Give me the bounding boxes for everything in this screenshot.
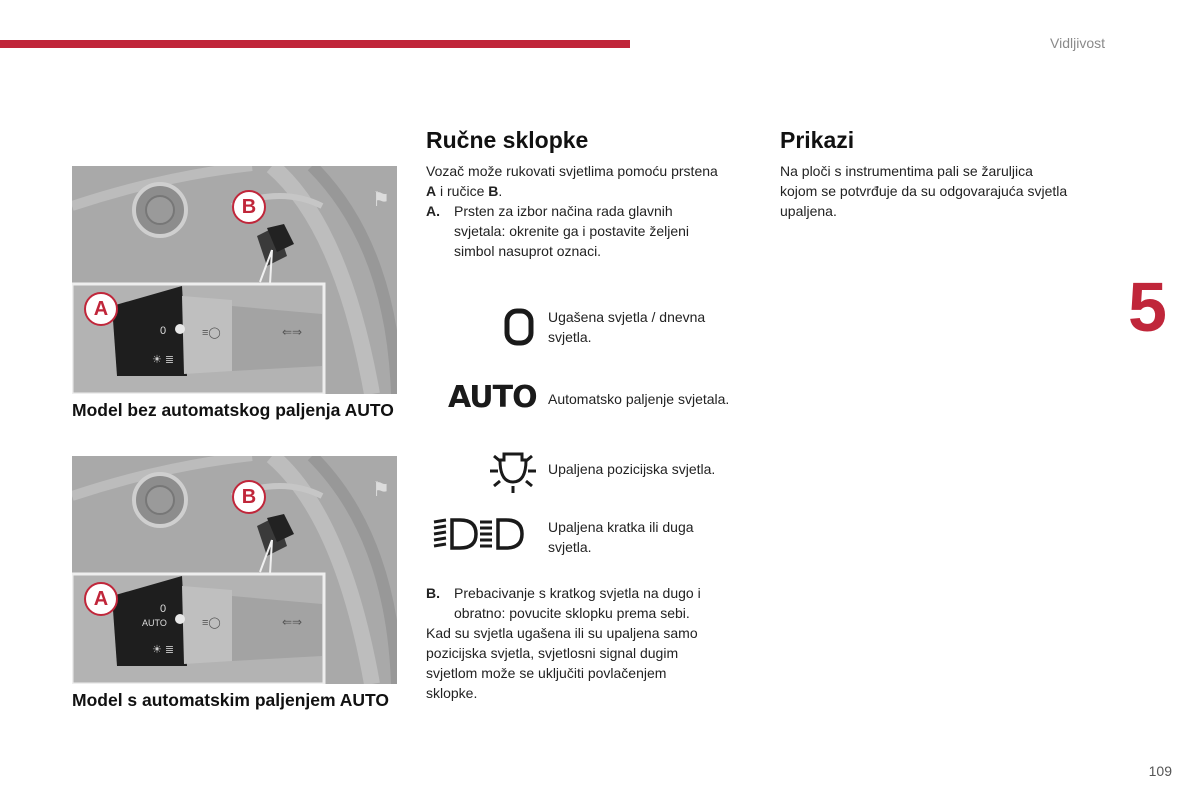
symbol-auto-line: Automatsko paljenje svjetala. [548, 391, 730, 407]
chapter-number: 5 [1128, 268, 1167, 346]
svg-text:≡◯: ≡◯ [202, 327, 221, 339]
manual-switches-title: Ručne sklopke [426, 127, 589, 153]
figure-stalk-auto [72, 456, 397, 684]
callout-a-label: A [93, 298, 109, 320]
ref-b: B [488, 183, 499, 199]
manual-intro [426, 161, 756, 201]
manual-outro-line: pozicijska svjetla, svjetlosni signal dugim [426, 645, 679, 661]
list-text-b-line: Prebacivanje s kratkog svjetla na dugo i [454, 585, 701, 601]
displays-line: kojom se potvrđuje da su odgovarajuća svjetla [780, 183, 1068, 199]
manual-outro-line: svjetlom može se uključiti povlačenjem [426, 665, 667, 681]
stalk-mark-off: 0 [160, 325, 167, 337]
section-name: Vidljivost [1050, 35, 1105, 51]
svg-text:⚑: ⚑ [372, 187, 390, 211]
svg-text:⚑: ⚑ [372, 477, 390, 501]
svg-text:⇐⇒: ⇐⇒ [282, 615, 303, 629]
zero-icon [503, 308, 535, 351]
list-text-a-line: simbol nasuprot oznaci. [454, 243, 602, 259]
manual-intro-line-2 [426, 181, 756, 201]
symbol-beam-text [548, 517, 748, 557]
manual-outro [426, 623, 756, 703]
callout-a-label: A [93, 588, 109, 610]
list-text-b [454, 583, 701, 623]
headlights-icon [432, 516, 536, 557]
list-text-b-line: obratno: povucite sklopku prema sebi. [454, 605, 690, 621]
manual-outro-line: sklopke. [426, 685, 478, 701]
displays-line: Na ploči s instrumentima pali se žaruljica [780, 163, 1033, 179]
displays-text [780, 161, 1110, 221]
symbol-off-line: Ugašena svjetla / dnevna [548, 309, 706, 325]
displays-line: upaljena. [780, 203, 837, 219]
callout-b-1 [232, 190, 266, 224]
displays-title: Prikazi [780, 127, 855, 153]
svg-text:☀ ≣: ☀ ≣ [152, 644, 175, 656]
intro-end: . [498, 183, 503, 199]
figure-caption-manual: Model bez automatskog paljenja AUTO [72, 400, 394, 420]
symbol-side-line: Upaljena pozicijska svjetla. [548, 461, 716, 477]
ref-a: A [426, 183, 437, 199]
sidelights-icon [488, 448, 538, 499]
list-marker-a: A. [426, 203, 440, 219]
intro-mid: i ručice [436, 183, 489, 199]
callout-b-label: B [241, 196, 257, 218]
callout-b-label: B [241, 486, 257, 508]
symbol-off-text [548, 307, 748, 347]
list-marker-b: B. [426, 585, 440, 601]
stalk-mark-off: 0 [160, 603, 167, 615]
page-number: 109 [1148, 763, 1172, 779]
list-text-a [454, 201, 689, 261]
list-item-a [426, 201, 756, 261]
svg-text:☀ ≣: ☀ ≣ [152, 354, 175, 366]
stalk-mark-auto: AUTO [142, 618, 167, 628]
list-text-a-line: svjetala: okrenite ga i postavite željeni [454, 223, 690, 239]
manual-outro-line: Kad su svjetla ugašena ili su upaljena samo [426, 625, 698, 641]
callout-b-2 [232, 480, 266, 514]
symbol-beam-line: svjetla. [548, 539, 592, 555]
symbol-beam-line: Upaljena kratka ili duga [548, 519, 694, 535]
manual-intro-line-1: Vozač može rukovati svjetlima pomoću prstena [426, 163, 718, 179]
svg-text:⇐⇒: ⇐⇒ [282, 325, 303, 339]
list-item-b [426, 583, 756, 623]
callout-a-1 [84, 292, 118, 326]
auto-icon: AUTO [448, 380, 537, 415]
symbol-auto-text [548, 389, 748, 409]
callout-a-2 [84, 582, 118, 616]
symbol-off-line: svjetla. [548, 329, 592, 345]
figure-stalk-manual [72, 166, 397, 394]
svg-text:≡◯: ≡◯ [202, 617, 221, 629]
header-accent-bar [0, 40, 630, 48]
symbol-side-text [548, 459, 748, 479]
figure-caption-auto: Model s automatskim paljenjem AUTO [72, 690, 390, 710]
list-text-a-line: Prsten za izbor načina rada glavnih [454, 203, 673, 219]
